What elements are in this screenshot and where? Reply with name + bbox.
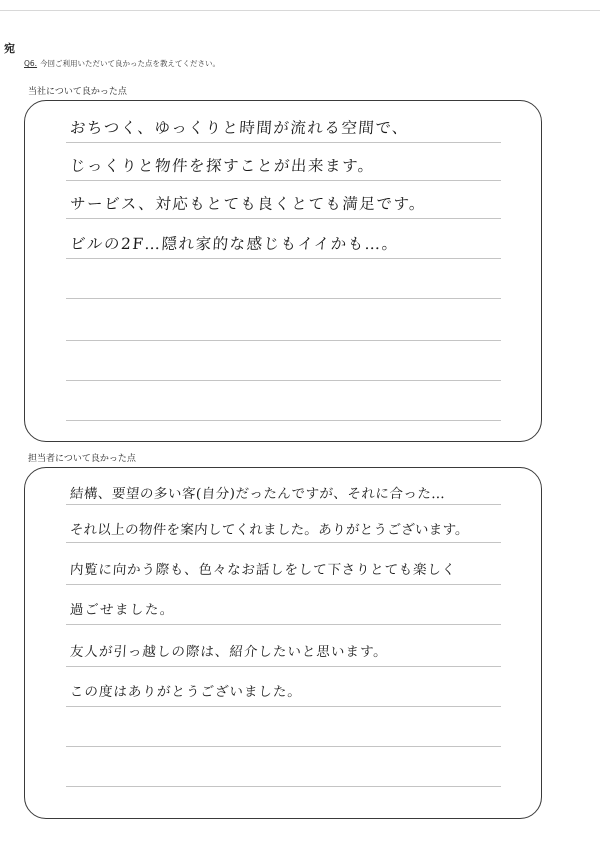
ruled-line: [66, 340, 501, 341]
ruled-line: [66, 746, 501, 747]
staff-answer-line: 友人が引っ越しの際は、紹介したいと思います。: [69, 644, 389, 660]
staff-answer-line: 内覧に向かう際も、色々なお話しをして下さりとても楽しく: [69, 562, 457, 578]
ruled-line: [66, 666, 501, 667]
company-answer-line: じっくりと物件を探すことが出来ます。: [69, 157, 376, 175]
section-staff-label: 担当者について良かった点: [28, 454, 136, 464]
ruled-line: [66, 706, 501, 707]
company-answer-line: おちつく、ゆっくりと時間が流れる空間で、: [69, 119, 410, 137]
ruled-line: [66, 504, 501, 505]
ruled-line: [66, 786, 501, 787]
ruled-line: [66, 180, 501, 181]
question-text: 今回ご利用いただいて良かった点を教えてください。: [40, 59, 221, 68]
staff-answer-line: 結構、要望の多い客(自分)だったんですが、それに合った…: [69, 486, 446, 502]
ruled-line: [66, 298, 501, 299]
staff-answer-line: この度はありがとうございました。: [69, 684, 303, 700]
company-answer-line: ビルの2F…隠れ家的な感じもイイかも…。: [69, 235, 400, 253]
header-char: 宛: [4, 42, 15, 55]
staff-answer-line: それ以上の物件を案内してくれました。ありがとうございます。: [69, 522, 470, 538]
staff-answer-line: 過ごせました。: [69, 602, 176, 618]
company-answer-line: サービス、対応もとても良くとても満足です。: [69, 195, 427, 213]
ruled-line: [66, 542, 501, 543]
company-answer-panel: [24, 100, 542, 442]
top-rule: [0, 10, 600, 11]
ruled-line: [66, 584, 501, 585]
question-number: Q6.: [24, 59, 38, 68]
section-company-label: 当社について良かった点: [28, 87, 127, 97]
ruled-line: [66, 380, 501, 381]
ruled-line: [66, 142, 501, 143]
ruled-line: [66, 420, 501, 421]
ruled-line: [66, 218, 501, 219]
question-line: [24, 58, 220, 69]
ruled-line: [66, 624, 501, 625]
ruled-line: [66, 258, 501, 259]
